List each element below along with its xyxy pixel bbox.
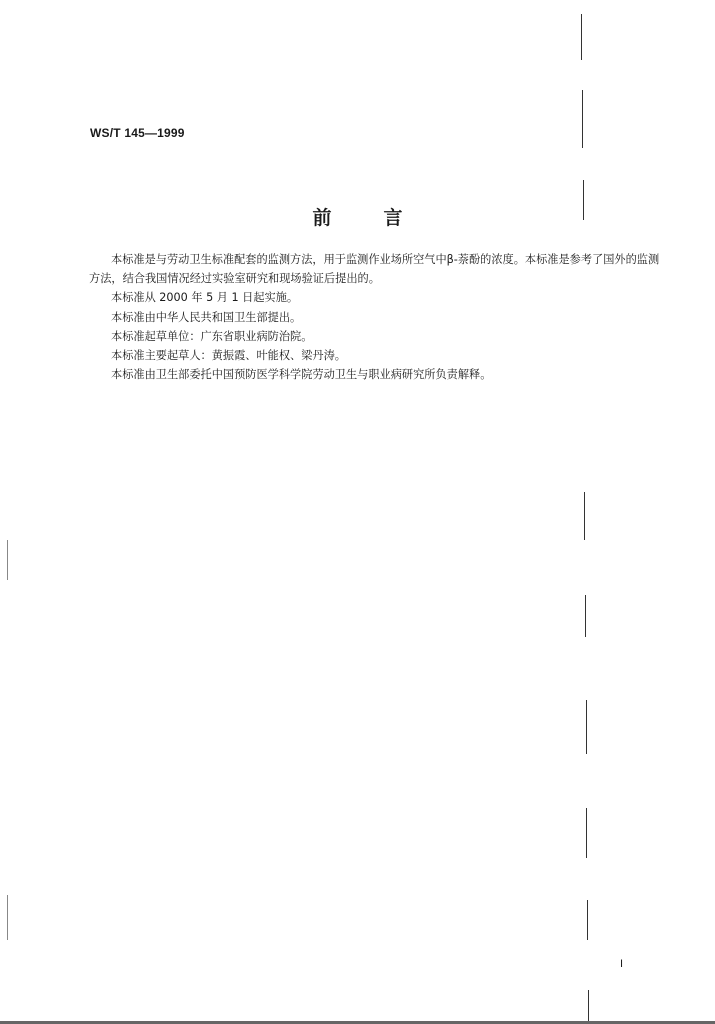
paragraph: 本标准是与劳动卫生标准配套的监测方法，用于监测作业场所空气中β-萘酚的浓度。本标准是参考了国外的监测方法，结合我国情况经过实验室研究和现场验证后提出的。	[89, 253, 660, 286]
paragraph: 本标准从 2000 年 5 月 1 日起实施。	[111, 291, 299, 305]
scan-line	[582, 90, 583, 148]
title-char-1: 前	[312, 207, 332, 229]
scan-line	[586, 808, 587, 858]
standard-code: WS/T 145—1999	[90, 126, 185, 140]
scan-line	[585, 595, 586, 637]
paragraph: 本标准起草单位：广东省职业病防治院。	[111, 329, 313, 343]
scan-line	[586, 700, 587, 754]
page-title	[0, 203, 715, 230]
page-number: I	[620, 958, 624, 970]
title-char-2: 言	[383, 207, 403, 229]
scan-line	[584, 492, 585, 540]
scan-line	[7, 895, 8, 940]
scan-line	[7, 540, 8, 580]
scan-line	[588, 990, 589, 1022]
scan-line	[587, 900, 588, 940]
scan-line	[581, 14, 582, 60]
paragraph: 本标准由卫生部委托中国预防医学科学院劳动卫生与职业病研究所负责解释。	[111, 368, 492, 382]
foreword-body	[89, 250, 661, 384]
paragraph: 本标准主要起草人：黄振霞、叶能权、梁丹涛。	[111, 349, 346, 363]
paragraph: 本标准由中华人民共和国卫生部提出。	[111, 310, 302, 324]
